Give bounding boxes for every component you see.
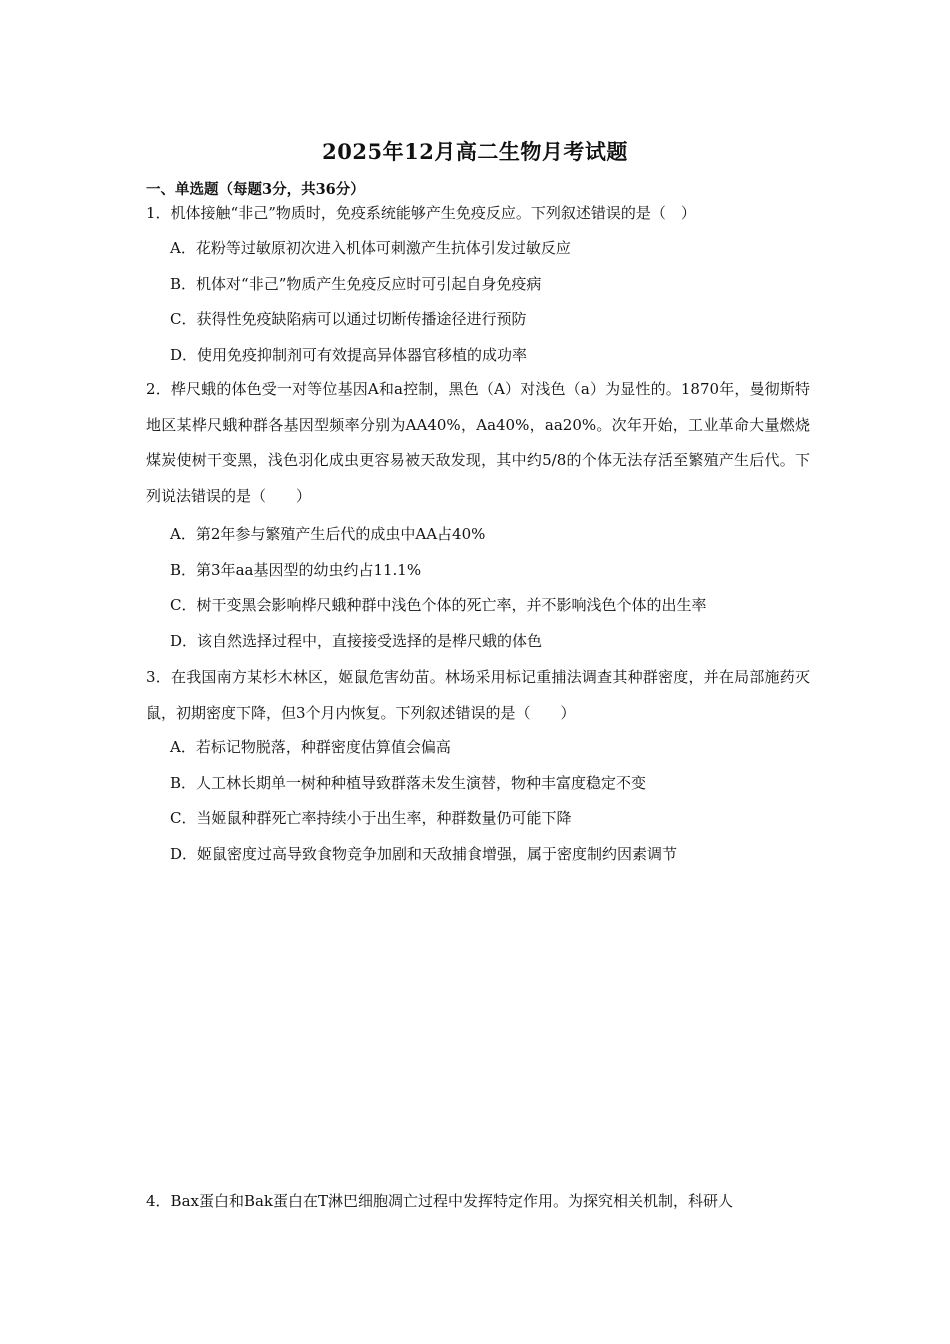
option-c: C．获得性免疫缺陷病可以通过切断传播途径进行预防 bbox=[170, 310, 527, 328]
option-c: C．当姬鼠种群死亡率持续小于出生率，种群数量仍可能下降 bbox=[170, 809, 572, 827]
section-header: 一、单选题（每题3分，共36分） bbox=[146, 181, 365, 198]
question-stem: 4．Bax蛋白和Bak蛋白在T淋巴细胞凋亡过程中发挥特定作用。为探究相关机制，科研人 bbox=[146, 1192, 734, 1210]
question-stem: 2．桦尺蛾的体色受一对等位基因A和a控制，黑色（A）对浅色（a）为显性的。1870年，曼彻斯特地区某桦尺蛾种群各基因型频率分别为AA40%，Aa40%，aa20%。次年开始，工业革命大量燃烧煤炭使树干变黑，浅色羽化成虫更容易被天敌发现，其中约5/8的个体无法存活至繁殖产生后代。下列说法错误的是（ ） bbox=[146, 380, 810, 505]
option-d: D．姬鼠密度过高导致食物竞争加剧和天敌捕食增强，属于密度制约因素调节 bbox=[170, 844, 678, 863]
option-b: B．人工林长期单一树种种植导致群落未发生演替，物种丰富度稳定不变 bbox=[170, 773, 647, 792]
page-title: 2025年12月高二生物月考试题 bbox=[322, 139, 628, 164]
question-stem: 1．机体接触“非己”物质时，免疫系统能够产生免疫反应。下列叙述错误的是（ ） bbox=[146, 204, 696, 222]
option-a: A．花粉等过敏原初次进入机体可刺激产生抗体引发过敏反应 bbox=[170, 239, 571, 257]
question-stem: 3．在我国南方某杉木林区，姬鼠危害幼苗。林场采用标记重捕法调查其种群密度，并在局部施药灭鼠，初期密度下降，但3个月内恢复。下列叙述错误的是（ ） bbox=[146, 668, 810, 722]
option-c: C．树干变黑会影响桦尺蛾种群中浅色个体的死亡率，并不影响浅色个体的出生率 bbox=[170, 596, 707, 614]
option-a: A．若标记物脱落，种群密度估算值会偏高 bbox=[170, 738, 451, 756]
question-2-options bbox=[146, 517, 810, 659]
option-b: B．机体对“非己”物质产生免疫反应时可引起自身免疫病 bbox=[170, 274, 542, 293]
option-d: D．使用免疫抑制剂可有效提高异体器官移植的成功率 bbox=[170, 345, 528, 364]
option-b: B．第3年aa基因型的幼虫约占11.1% bbox=[170, 560, 422, 579]
question-1 bbox=[146, 196, 810, 232]
question-4 bbox=[146, 1184, 810, 1220]
option-a: A．第2年参与繁殖产生后代的成虫中AA占40% bbox=[170, 525, 486, 543]
question-3-options bbox=[146, 730, 810, 872]
question-3 bbox=[146, 660, 810, 731]
question-1-options bbox=[146, 231, 810, 373]
question-2 bbox=[146, 372, 810, 514]
option-d: D．该自然选择过程中，直接接受选择的是桦尺蛾的体色 bbox=[170, 631, 543, 650]
